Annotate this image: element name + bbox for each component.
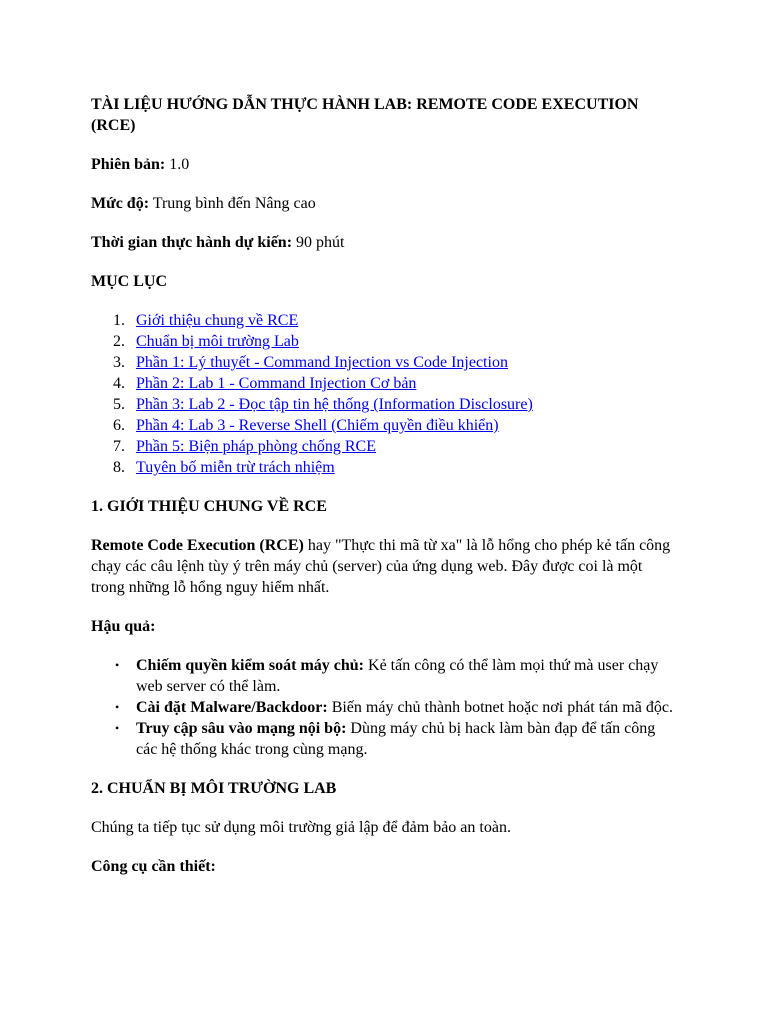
meta-level-value: Trung bình đến Nâng cao: [149, 195, 316, 212]
toc-link-lab2[interactable]: Phần 3: Lab 2 - Đọc tập tin hệ thống (Information Disclosure): [136, 396, 533, 413]
toc-number: 4.: [113, 375, 125, 392]
meta-duration-label: Thời gian thực hành dự kiến:: [91, 234, 293, 251]
toc-link-intro[interactable]: Giới thiệu chung về RCE: [136, 312, 299, 329]
toc-number: 7.: [113, 438, 125, 455]
meta-level: [91, 193, 678, 214]
meta-version: [91, 154, 678, 175]
toc-item: [113, 310, 678, 331]
bullet-icon: •: [115, 721, 120, 735]
toc-link-theory[interactable]: Phần 1: Lý thuyết - Command Injection vs Code Injection: [136, 354, 508, 371]
section-2-intro: Chúng ta tiếp tục sử dụng môi trường giả lập để đảm bảo an toàn.: [91, 819, 511, 836]
meta-duration-value: 90 phút: [292, 234, 345, 251]
toc-heading: MỤC LỤC: [91, 273, 167, 290]
toc-link-environment[interactable]: Chuẩn bị môi trường Lab: [136, 333, 299, 350]
toc-item: [113, 415, 678, 436]
section-1-heading: 1. GIỚI THIỆU CHUNG VỀ RCE: [91, 498, 327, 515]
section-1-intro: [91, 535, 678, 598]
bullet-icon: •: [115, 700, 120, 714]
list-item: [115, 697, 678, 718]
toc-item: [113, 352, 678, 373]
list-item-text: Biến máy chủ thành botnet hoặc nơi phát tán mã độc.: [327, 699, 673, 716]
toc-link-lab1[interactable]: Phần 2: Lab 1 - Command Injection Cơ bản: [136, 375, 417, 392]
section-2-heading: 2. CHUẨN BỊ MÔI TRƯỜNG LAB: [91, 780, 337, 797]
toc-item: [113, 331, 678, 352]
meta-duration: [91, 232, 678, 253]
toc-link-prevention[interactable]: Phần 5: Biện pháp phòng chống RCE: [136, 438, 376, 455]
toc-item: [113, 436, 678, 457]
bullet-icon: •: [115, 658, 120, 672]
toc-number: 1.: [113, 312, 125, 329]
toc-number: 6.: [113, 417, 125, 434]
toc-item: [113, 394, 678, 415]
list-item-text: Dùng máy chủ bị hack làm bàn đạp để tấn công các hệ thống khác trong cùng mạng.: [136, 720, 656, 758]
toc-number: 3.: [113, 354, 125, 371]
meta-version-label: Phiên bản:: [91, 156, 166, 173]
list-item: [115, 718, 678, 760]
tools-label: Công cụ cần thiết:: [91, 858, 216, 875]
meta-level-label: Mức độ:: [91, 195, 150, 212]
consequences-list: [91, 655, 678, 760]
list-item-term: Cài đặt Malware/Backdoor:: [136, 699, 328, 716]
toc-link-lab3[interactable]: Phần 4: Lab 3 - Reverse Shell (Chiếm quyền điều khiển): [136, 417, 499, 434]
toc-link-disclaimer[interactable]: Tuyên bố miễn trừ trách nhiệm: [136, 459, 335, 476]
list-item-term: Chiếm quyền kiểm soát máy chủ:: [136, 657, 365, 674]
list-item-term: Truy cập sâu vào mạng nội bộ:: [136, 720, 347, 737]
list-item: [115, 655, 678, 697]
toc-number: 8.: [113, 459, 125, 476]
document-title: TÀI LIỆU HƯỚNG DẪN THỰC HÀNH LAB: REMOTE CODE EXECUTION (RCE): [91, 96, 639, 134]
toc-number: 5.: [113, 396, 125, 413]
consequences-label: Hậu quả:: [91, 618, 156, 635]
toc-item: [113, 457, 678, 478]
section-1-intro-term: Remote Code Execution (RCE): [91, 537, 304, 554]
section-1-intro-text: hay "Thực thi mã từ xa" là lỗ hổng cho phép kẻ tấn công chạy các câu lệnh tùy ý trên máy chủ (server) của ứng dụng web. Đây được coi là một trong những lỗ hổng nguy hiểm nhất.: [91, 537, 671, 596]
toc-item: [113, 373, 678, 394]
list-item-text: Kẻ tấn công có thể làm mọi thứ mà user chạy web server có thể làm.: [136, 657, 659, 695]
toc-number: 2.: [113, 333, 125, 350]
meta-version-value: 1.0: [165, 156, 190, 173]
table-of-contents: [91, 310, 678, 478]
